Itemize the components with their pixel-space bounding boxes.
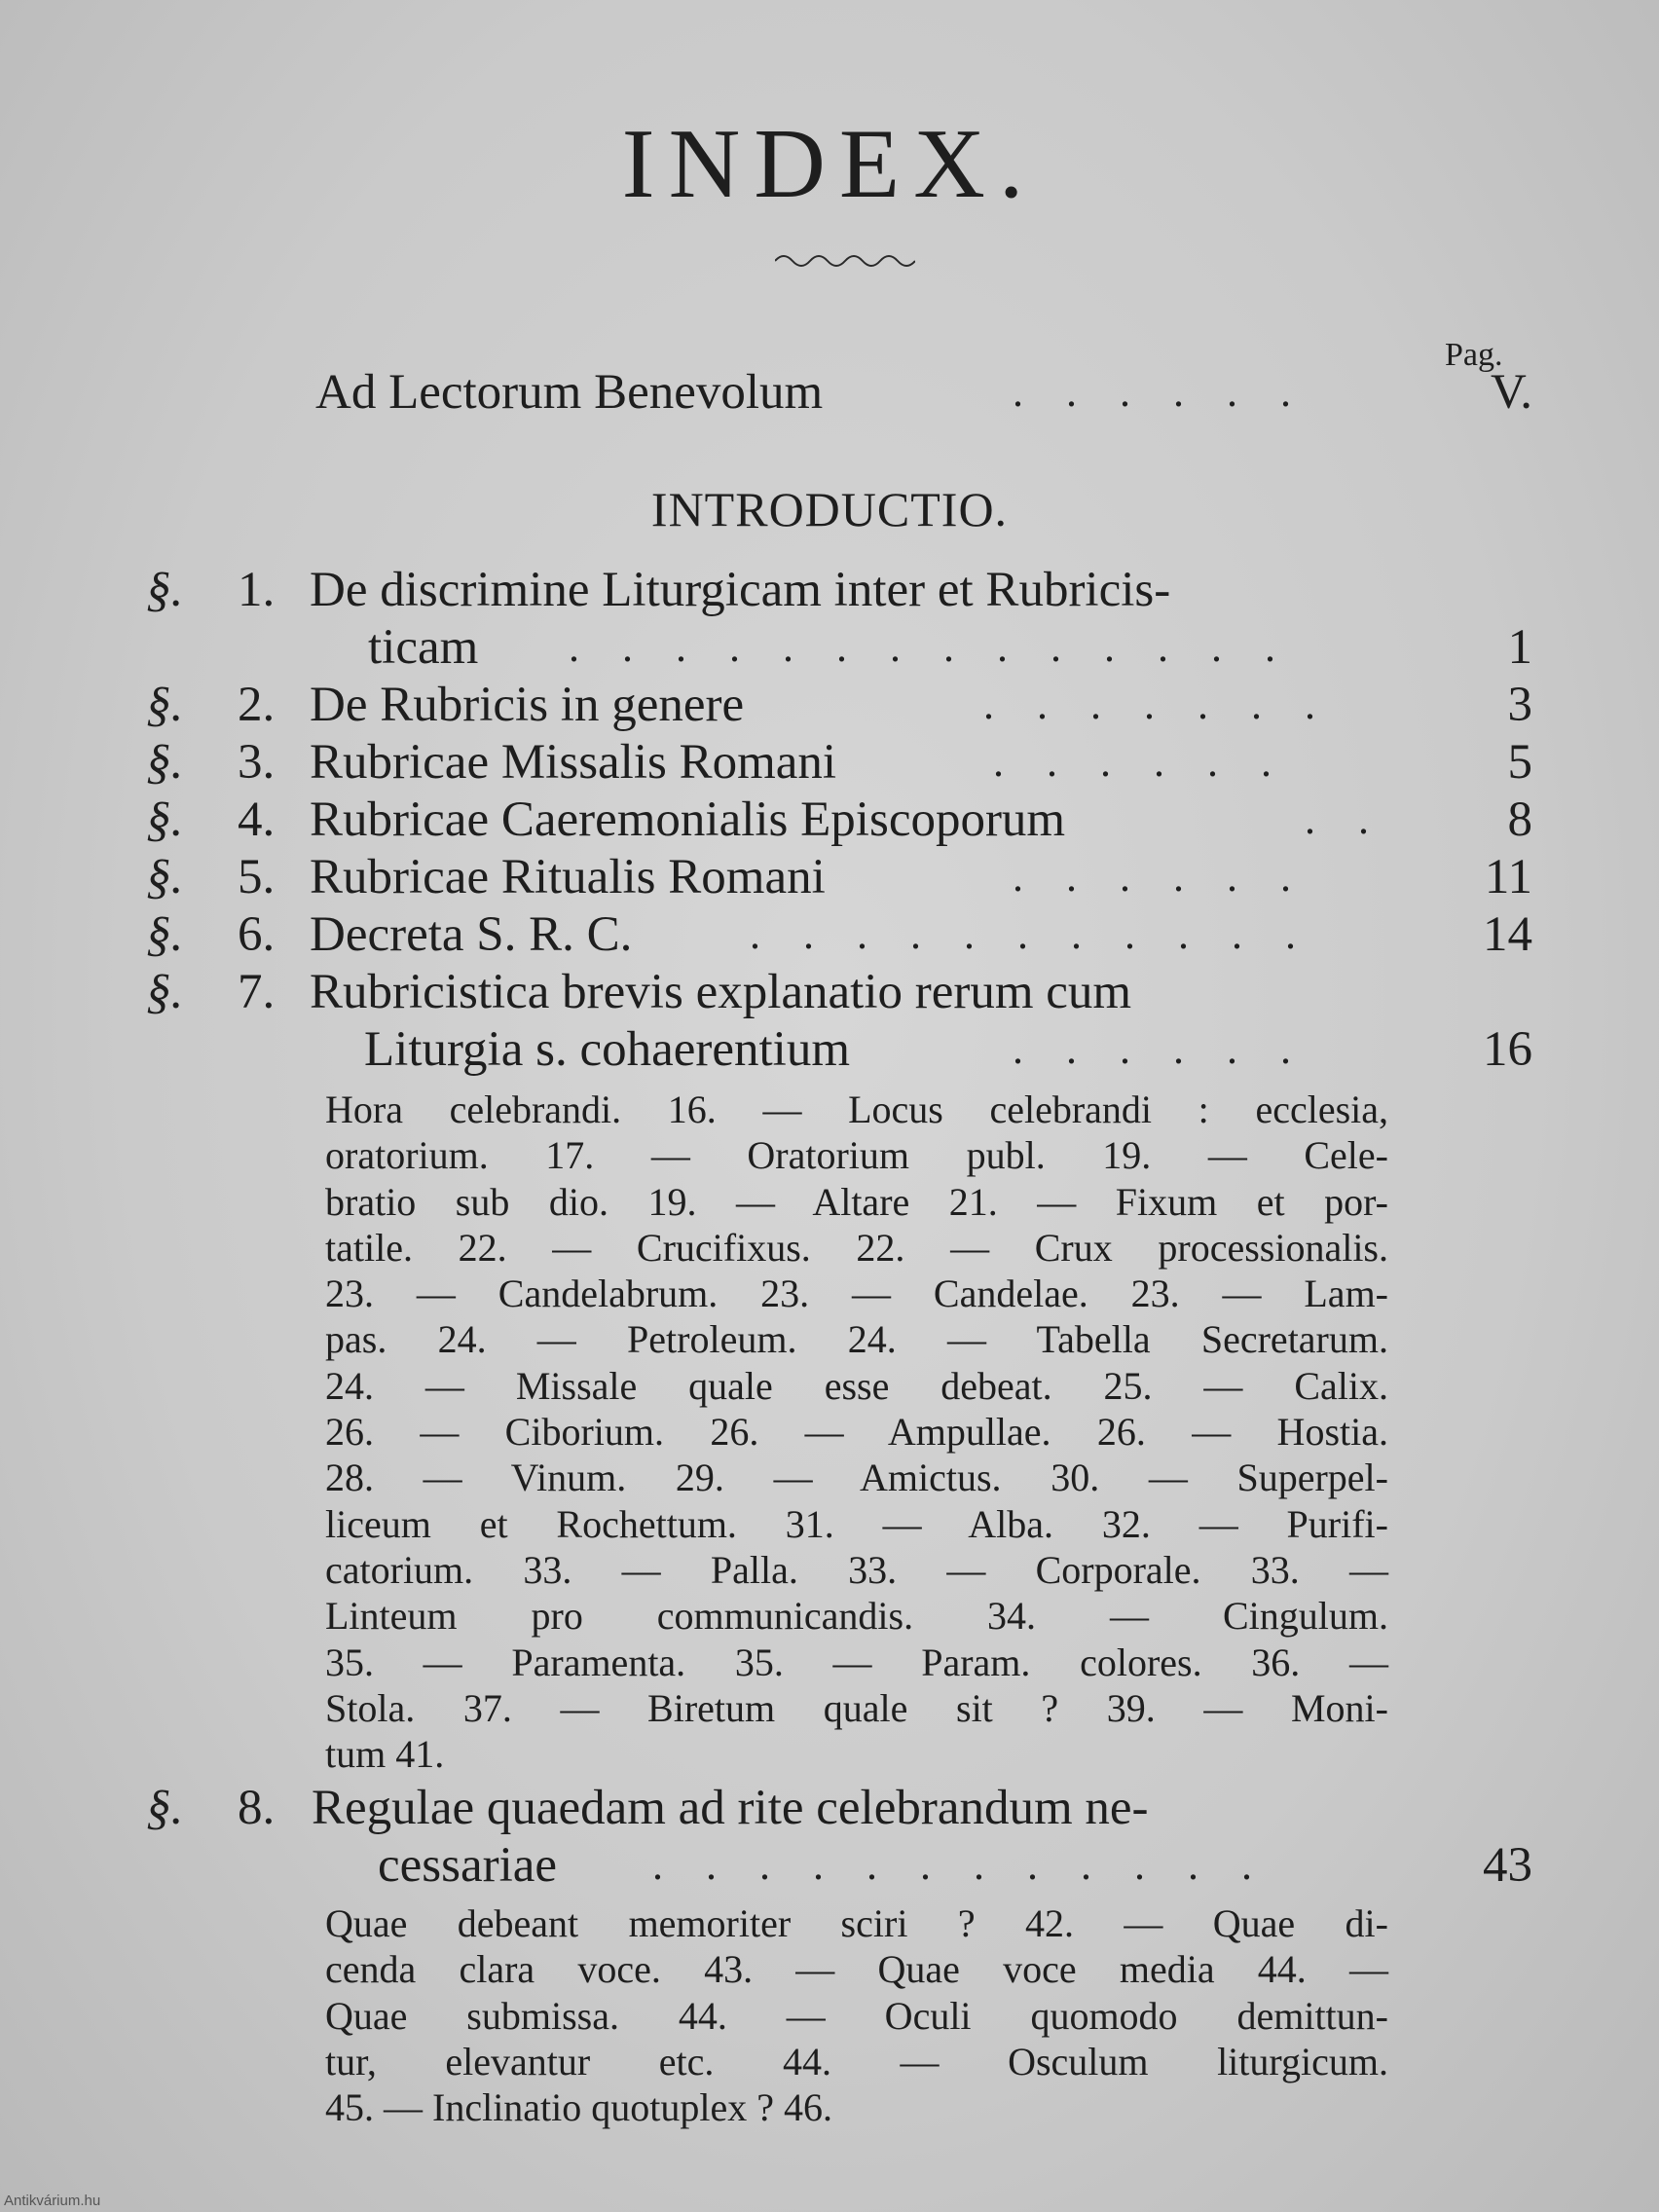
entry-title: Decreta S. R. C. xyxy=(310,907,633,962)
entry-page: 43 xyxy=(1483,1838,1532,1893)
leader-dots: . . . . . . xyxy=(1013,368,1291,416)
entry-8-summary xyxy=(325,1900,1388,2130)
toc-entry-8 xyxy=(0,1780,1659,1836)
summary-line: 35. — Paramenta. 35. — Param. colores. 36. — xyxy=(325,1640,1388,1684)
entry-page: 16 xyxy=(1483,1022,1532,1077)
toc-entry-1-cont xyxy=(0,619,1659,676)
entry-page: 8 xyxy=(1507,793,1532,847)
entry-number: 2. xyxy=(238,678,276,732)
toc-entry-7-cont xyxy=(0,1021,1659,1078)
preface-text: Ad Lectorum Benevolum xyxy=(315,365,824,420)
summary-line: Stola. 37. — Biretum quale sit ? 39. — Moni- xyxy=(325,1685,1388,1730)
summary-line: bratio sub dio. 19. — Altare 21. — Fixum et por- xyxy=(325,1179,1388,1224)
toc-entry-2 xyxy=(0,677,1659,733)
summary-line: 28. — Vinum. 29. — Amictus. 30. — Superpel- xyxy=(325,1456,1388,1500)
entry-title-cont: ticam xyxy=(368,620,479,675)
entry-number: 8. xyxy=(238,1781,276,1835)
summary-line: liceum et Rochettum. 31. — Alba. 32. — Purifi- xyxy=(325,1501,1388,1546)
preface-page: V. xyxy=(1490,365,1532,420)
entry-page: 14 xyxy=(1483,907,1532,962)
leader-dots: . . . . . . xyxy=(993,738,1272,786)
entry-7-summary xyxy=(325,1087,1388,1777)
wave-ornament-icon xyxy=(775,247,915,269)
summary-line: 45. — Inclinatio quotuplex ? 46. xyxy=(325,2085,833,2130)
summary-line: Linteum pro communicandis. 34. — Cingulum. xyxy=(325,1594,1388,1639)
page-column-label: Pag. xyxy=(1445,337,1503,373)
leader-dots: . . . . . . . . . . . . xyxy=(652,1841,1252,1889)
page-title: INDEX. xyxy=(621,109,1038,219)
entry-number: 1. xyxy=(238,563,276,617)
entry-title: Rubricae Caeremonialis Episcoporum xyxy=(310,793,1066,847)
entry-title: Rubricae Ritualis Romani xyxy=(310,850,826,904)
toc-entry-1 xyxy=(0,562,1659,618)
entry-title: Rubricistica brevis explanatio rerum cum xyxy=(310,965,1132,1019)
section-sign: §. xyxy=(146,965,184,1019)
summary-line: catorium. 33. — Palla. 33. — Corporale. 33. — xyxy=(325,1547,1388,1592)
summary-line: 23. — Candelabrum. 23. — Candelae. 23. — Lam- xyxy=(325,1272,1388,1316)
source-watermark: Antikvárium.hu xyxy=(4,2193,101,2209)
leader-dots: . . . . . . xyxy=(1013,1025,1291,1073)
entry-number: 3. xyxy=(238,735,276,790)
entry-page: 11 xyxy=(1484,850,1532,904)
toc-entry-5 xyxy=(0,849,1659,905)
toc-entry-7 xyxy=(0,964,1659,1020)
entry-number: 4. xyxy=(238,793,276,847)
summary-line: Hora celebrandi. 16. — Locus celebrandi : ecclesia, xyxy=(325,1088,1388,1131)
preface-entry xyxy=(0,364,1659,421)
leader-dots: . . xyxy=(1305,795,1369,843)
leader-dots: . . . . . . . . . . . . . . xyxy=(569,623,1275,671)
summary-line: tur, elevantur etc. 44. — Osculum liturgicum. xyxy=(325,2039,1388,2083)
leader-dots: . . . . . . . xyxy=(983,681,1315,728)
summary-line: pas. 24. — Petroleum. 24. — Tabella Secretarum. xyxy=(325,1317,1388,1362)
entry-number: 5. xyxy=(238,850,276,904)
toc-entry-3 xyxy=(0,734,1659,791)
section-sign: §. xyxy=(146,850,184,904)
entry-page: 5 xyxy=(1507,735,1532,790)
section-sign: §. xyxy=(146,907,184,962)
section-sign: §. xyxy=(146,735,184,790)
entry-title: Regulae quaedam ad rite celebrandum ne- xyxy=(312,1781,1149,1835)
section-sign: §. xyxy=(146,793,184,847)
toc-entry-4 xyxy=(0,792,1659,848)
leader-dots: . . . . . . . . . . . xyxy=(750,910,1296,958)
summary-line: 26. — Ciborium. 26. — Ampullae. 26. — Hostia. xyxy=(325,1410,1388,1455)
summary-line: 24. — Missale quale esse debeat. 25. — Calix. xyxy=(325,1363,1388,1408)
leader-dots: . . . . . . xyxy=(1013,853,1291,901)
section-sign: §. xyxy=(146,563,184,617)
entry-title-cont: cessariae xyxy=(378,1838,558,1893)
toc-entry-8-cont xyxy=(0,1837,1659,1894)
entry-title-cont: Liturgia s. cohaerentium xyxy=(364,1022,850,1077)
summary-line: Quae submissa. 44. — Oculi quomodo demittun- xyxy=(325,1993,1388,2038)
summary-line: cenda clara voce. 43. — Quae voce media 44. — xyxy=(325,1947,1388,1992)
summary-line: Quae debeant memoriter sciri ? 42. — Quae di- xyxy=(325,1901,1388,1945)
summary-line: tum 41. xyxy=(325,1732,445,1777)
section-heading: INTRODUCTIO. xyxy=(650,482,1009,536)
entry-page: 1 xyxy=(1507,620,1532,675)
entry-number: 6. xyxy=(238,907,276,962)
entry-title: De discrimine Liturgicam inter et Rubricis- xyxy=(310,563,1171,617)
summary-line: tatile. 22. — Crucifixus. 22. — Crux processionalis. xyxy=(325,1225,1388,1270)
entry-number: 7. xyxy=(238,965,276,1019)
entry-title: Rubricae Missalis Romani xyxy=(310,735,837,790)
entry-title: De Rubricis in genere xyxy=(310,678,745,732)
toc-entry-6 xyxy=(0,906,1659,963)
entry-page: 3 xyxy=(1507,678,1532,732)
section-sign: §. xyxy=(146,678,184,732)
summary-line: oratorium. 17. — Oratorium publ. 19. — Cele- xyxy=(325,1133,1388,1178)
section-sign: §. xyxy=(146,1781,184,1835)
